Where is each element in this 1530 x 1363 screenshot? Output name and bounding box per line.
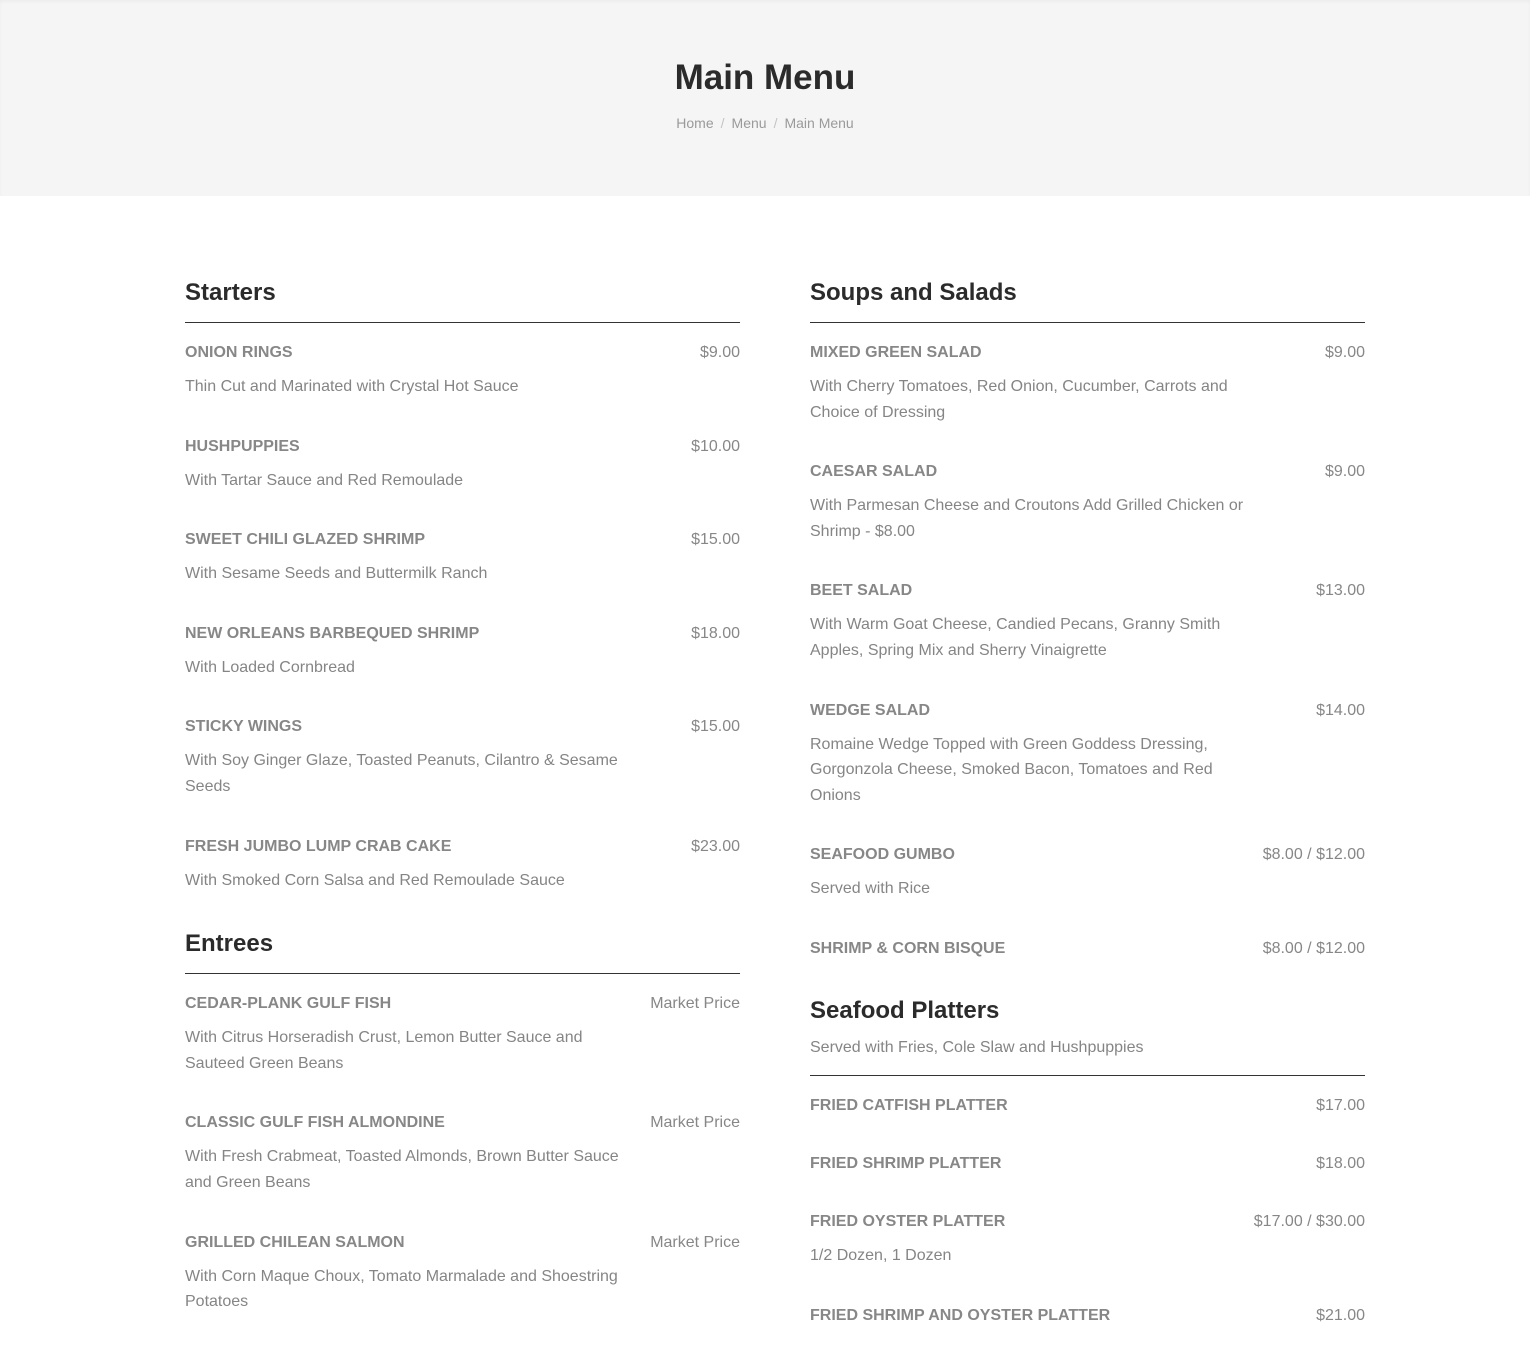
- item-price: Market Price: [650, 1114, 740, 1132]
- menu-item: [810, 1211, 1365, 1269]
- item-price: $9.00: [699, 344, 740, 361]
- item-price: $9.00: [1324, 344, 1365, 361]
- item-price: $15.00: [691, 531, 740, 549]
- item-description: With Loaded Cornbread: [185, 658, 355, 676]
- item-price: $9.00: [1324, 463, 1365, 481]
- menu-item: [810, 1153, 1365, 1175]
- item-name: SWEET CHILI GLAZED SHRIMP: [185, 531, 425, 549]
- menu-item: [185, 716, 740, 799]
- breadcrumb-menu[interactable]: Menu: [731, 115, 767, 131]
- section-divider: [810, 322, 1365, 323]
- item-name: FRIED SHRIMP PLATTER: [810, 1154, 1002, 1172]
- item-name: HUSHPUPPIES: [185, 437, 300, 455]
- menu-items: [185, 993, 740, 1315]
- item-price: $13.00: [1316, 582, 1365, 600]
- breadcrumb: [0, 114, 1530, 132]
- item-price: $23.00: [691, 837, 740, 855]
- menu-item: [810, 1305, 1365, 1327]
- item-name: CAESAR SALAD: [810, 463, 938, 481]
- section-starters: [185, 278, 740, 893]
- item-price: $18.00: [691, 624, 740, 642]
- item-name: BEET SALAD: [810, 582, 913, 600]
- item-price: $8.00 / $12.00: [1262, 939, 1365, 957]
- item-description: With Citrus Horseradish Crust, Lemon Butter Sauce and Sauteed Green Beans: [185, 1029, 583, 1072]
- breadcrumb-home[interactable]: Home: [676, 115, 714, 131]
- item-description: With Fresh Crabmeat, Toasted Almonds, Brown Butter Sauce and Green Beans: [185, 1148, 619, 1191]
- breadcrumb-separator: /: [773, 115, 778, 131]
- section-divider: [810, 1075, 1365, 1076]
- section-divider: [185, 973, 740, 974]
- page-header: [0, 0, 1530, 196]
- menu-item: [185, 342, 740, 400]
- item-description: Romaine Wedge Topped with Green Goddess Dressing, Gorgonzola Cheese, Smoked Bacon, Tomatoes and Red Onions: [810, 735, 1213, 804]
- item-price: Market Price: [650, 995, 740, 1013]
- menu-column-right: [810, 278, 1365, 1363]
- page-title: Main Menu: [674, 58, 856, 97]
- section-entrees: [185, 929, 740, 1315]
- item-price: $14.00: [1316, 701, 1365, 719]
- item-name: FRIED SHRIMP AND OYSTER PLATTER: [810, 1306, 1111, 1324]
- item-description: With Smoked Corn Salsa and Red Remoulade Sauce: [185, 871, 565, 889]
- item-price: $10.00: [691, 437, 740, 455]
- section-title: Starters: [185, 279, 276, 306]
- item-description: With Soy Ginger Glaze, Toasted Peanuts, Cilantro & Sesame Seeds: [185, 752, 618, 795]
- menu-item: [810, 844, 1365, 902]
- menu-item: [810, 938, 1365, 960]
- section-title: Seafood Platters: [810, 996, 1000, 1024]
- item-description: With Sesame Seeds and Buttermilk Ranch: [185, 565, 488, 583]
- menu-item: [810, 580, 1365, 663]
- item-name: CEDAR-PLANK GULF FISH: [185, 995, 392, 1013]
- item-description: With Warm Goat Cheese, Candied Pecans, Granny Smith Apples, Spring Mix and Sherry Vinaigrette: [810, 616, 1221, 659]
- item-price: $15.00: [691, 718, 740, 736]
- menu-item: [185, 993, 740, 1076]
- item-price: $18.00: [1316, 1154, 1365, 1172]
- menu-item: [185, 1112, 740, 1195]
- item-name: MIXED GREEN SALAD: [810, 344, 982, 361]
- item-description: With Cherry Tomatoes, Red Onion, Cucumber, Carrots and Choice of Dressing: [810, 378, 1228, 421]
- menu-item: [810, 342, 1365, 425]
- breadcrumb-current: Main Menu: [784, 115, 854, 131]
- menu-item: [810, 461, 1365, 544]
- item-name: CLASSIC GULF FISH ALMONDINE: [185, 1114, 445, 1132]
- item-name: STICKY WINGS: [185, 718, 303, 736]
- menu-items: [810, 342, 1365, 960]
- item-description: With Parmesan Cheese and Croutons Add Grilled Chicken or Shrimp - $8.00: [810, 497, 1244, 540]
- section-subtitle: Served with Fries, Cole Slaw and Hushpuppies: [810, 1038, 1144, 1056]
- item-name: FRESH JUMBO LUMP CRAB CAKE: [185, 837, 452, 855]
- item-name: ONION RINGS: [185, 344, 293, 361]
- menu-item: [185, 436, 740, 494]
- menu-items: [185, 342, 740, 893]
- item-price: $17.00: [1316, 1096, 1365, 1114]
- section-soups-and-salads: [810, 278, 1365, 960]
- item-name: NEW ORLEANS BARBEQUED SHRIMP: [185, 624, 480, 642]
- item-description: With Corn Maque Choux, Tomato Marmalade and Shoestring Potatoes: [185, 1267, 618, 1311]
- menu-item: [185, 836, 740, 894]
- item-description: Thin Cut and Marinated with Crystal Hot Sauce: [185, 378, 519, 395]
- breadcrumb-separator: /: [720, 115, 725, 131]
- section-title: Soups and Salads: [810, 279, 1017, 306]
- item-price: Market Price: [650, 1233, 740, 1251]
- item-name: SEAFOOD GUMBO: [810, 846, 955, 864]
- section-divider: [185, 322, 740, 323]
- item-name: FRIED CATFISH PLATTER: [810, 1096, 1008, 1114]
- section-seafood-platters: [810, 996, 1365, 1327]
- item-name: FRIED OYSTER PLATTER: [810, 1212, 1006, 1230]
- item-price: $17.00 / $30.00: [1253, 1212, 1365, 1230]
- item-price: $21.00: [1316, 1306, 1365, 1324]
- menu-item: [810, 1095, 1365, 1117]
- item-description: Served with Rice: [810, 880, 931, 898]
- item-name: SHRIMP & CORN BISQUE: [810, 939, 1006, 957]
- menu-column-left: [185, 278, 740, 1351]
- item-description: With Tartar Sauce and Red Remoulade: [185, 471, 464, 489]
- item-name: WEDGE SALAD: [810, 701, 930, 719]
- item-name: GRILLED CHILEAN SALMON: [185, 1233, 405, 1251]
- menu-items: [810, 1095, 1365, 1327]
- menu-item: [185, 529, 740, 587]
- item-price: $8.00 / $12.00: [1262, 846, 1365, 864]
- item-description: 1/2 Dozen, 1 Dozen: [810, 1246, 952, 1264]
- menu-item: [185, 623, 740, 681]
- menu-item: [185, 1232, 740, 1315]
- menu-item: [810, 700, 1365, 809]
- section-title: Entrees: [185, 930, 274, 958]
